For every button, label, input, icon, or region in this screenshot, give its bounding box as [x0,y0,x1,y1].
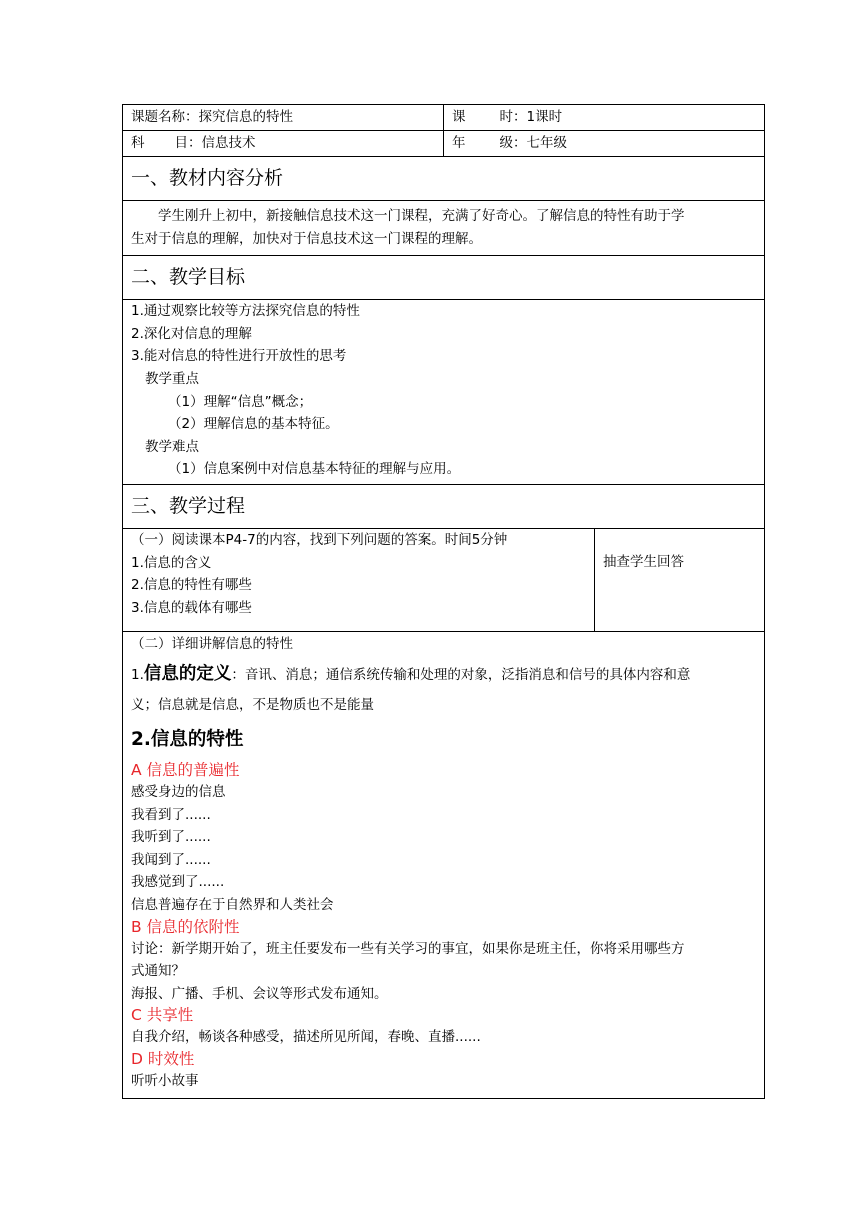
grade-label-b: 级： [499,135,527,152]
header-row-2 [123,131,765,157]
trait-a-line: 我闻到了...... [131,851,211,868]
section1-body [123,201,765,256]
trait-d-title: D 时效性 [131,1049,195,1068]
trait-a-line: 感受身边的信息 [131,783,226,800]
trait-b-line: 式通知？ [131,963,185,980]
step1-item: 2.信息的特性有哪些 [131,577,252,594]
header-row-1 [123,105,765,131]
step1-item: 1.信息的含义 [131,554,212,571]
definition-line2: 义；信息就是信息，不是物质也不是能量 [131,696,374,713]
section3-title: 三、教学过程 [123,484,765,528]
hours-cell [444,105,765,131]
trait-a-line: 我感觉到了...... [131,874,225,891]
trait-b-title: B 信息的依附性 [131,917,240,936]
difficult-point-item: （1）信息案例中对信息基本特征的理解与应用。 [168,461,461,478]
key-point-item: （2）理解信息的基本特征。 [168,416,339,433]
subject-value: 信息技术 [201,135,256,152]
step2-row [123,631,765,1099]
section2-body-row [123,300,765,485]
hours-label-b: 时： [499,109,527,126]
subject-label-b: 目： [174,135,202,152]
section1-title-row [123,157,765,201]
definition-number: 1. [131,666,144,683]
step1-side-cell [595,528,765,631]
step1-cell [123,528,595,631]
section2-title: 二、教学目标 [123,256,765,300]
difficult-points-label: 教学难点 [145,438,199,455]
trait-c-line: 自我介绍，畅谈各种感受，描述所见所闻，春晚、直播...... [131,1029,481,1046]
key-points-label: 教学重点 [145,370,199,387]
definition-title: 信息的定义 [143,663,232,684]
trait-b-line: 讨论：新学期开始了，班主任要发布一些有关学习的事宜，如果你是班主任，你将采用哪些方 [131,940,685,957]
hours-value: 1课时 [526,109,563,126]
grade-cell [444,131,765,157]
grade-label-a: 年 [452,135,466,152]
subject-label-a: 科 [131,135,145,152]
subject-cell [123,131,444,157]
section1-body-row [123,201,765,256]
trait-a-line: 信息普遍存在于自然界和人类社会 [131,896,334,913]
section2-body [123,300,765,485]
goal-item: 2.深化对信息的理解 [131,325,252,342]
characteristics-title: 2.信息的特性 [131,728,244,750]
goal-item: 3.能对信息的特性进行开放性的思考 [131,348,347,365]
grade-value: 七年级 [526,135,567,152]
section1-para-line2: 生对于信息的理解，加快对于信息技术这一门课程的理解。 [131,230,482,247]
step2-title: （二）详细讲解信息的特性 [131,635,293,652]
trait-a-line: 我看到了...... [131,806,211,823]
definition-line1 [131,659,756,690]
topic-cell [123,105,444,131]
hours-label-a: 课 [452,109,466,126]
trait-b-line: 海报、广播、手机、会议等形式发布通知。 [131,985,388,1002]
step2-cell [123,631,765,1099]
goal-item: 1.通过观察比较等方法探究信息的特性 [131,303,360,320]
trait-c-title: C 共享性 [131,1006,194,1025]
key-point-item: （1）理解“信息”概念； [168,393,313,410]
section1-title: 一、教材内容分析 [123,157,765,201]
step1-row [123,528,765,631]
step1-item: 3.信息的载体有哪些 [131,599,252,616]
step1-title: （一）阅读课本P4-7的内容，找到下列问题的答案。时间5分钟 [131,531,508,548]
topic-value: 探究信息的特性 [198,109,293,126]
section1-para-line1: 学生刚升上初中，新接触信息技术这一门课程，充满了好奇心。了解信息的特性有助于学 [158,208,685,224]
trait-a-title: A 信息的普遍性 [131,760,240,779]
step1-side-note: 抽查学生回答 [603,553,684,570]
trait-d-line: 听听小故事 [131,1072,199,1089]
topic-label: 课题名称： [131,109,199,126]
section2-title-row [123,256,765,300]
section3-title-row [123,484,765,528]
definition-text1: ：音讯、消息；通信系统传输和处理的对象，泛指消息和信号的具体内容和意 [231,666,691,683]
lesson-plan-page [122,104,764,1099]
lesson-plan-table [122,104,765,1099]
trait-a-line: 我听到了...... [131,829,211,846]
